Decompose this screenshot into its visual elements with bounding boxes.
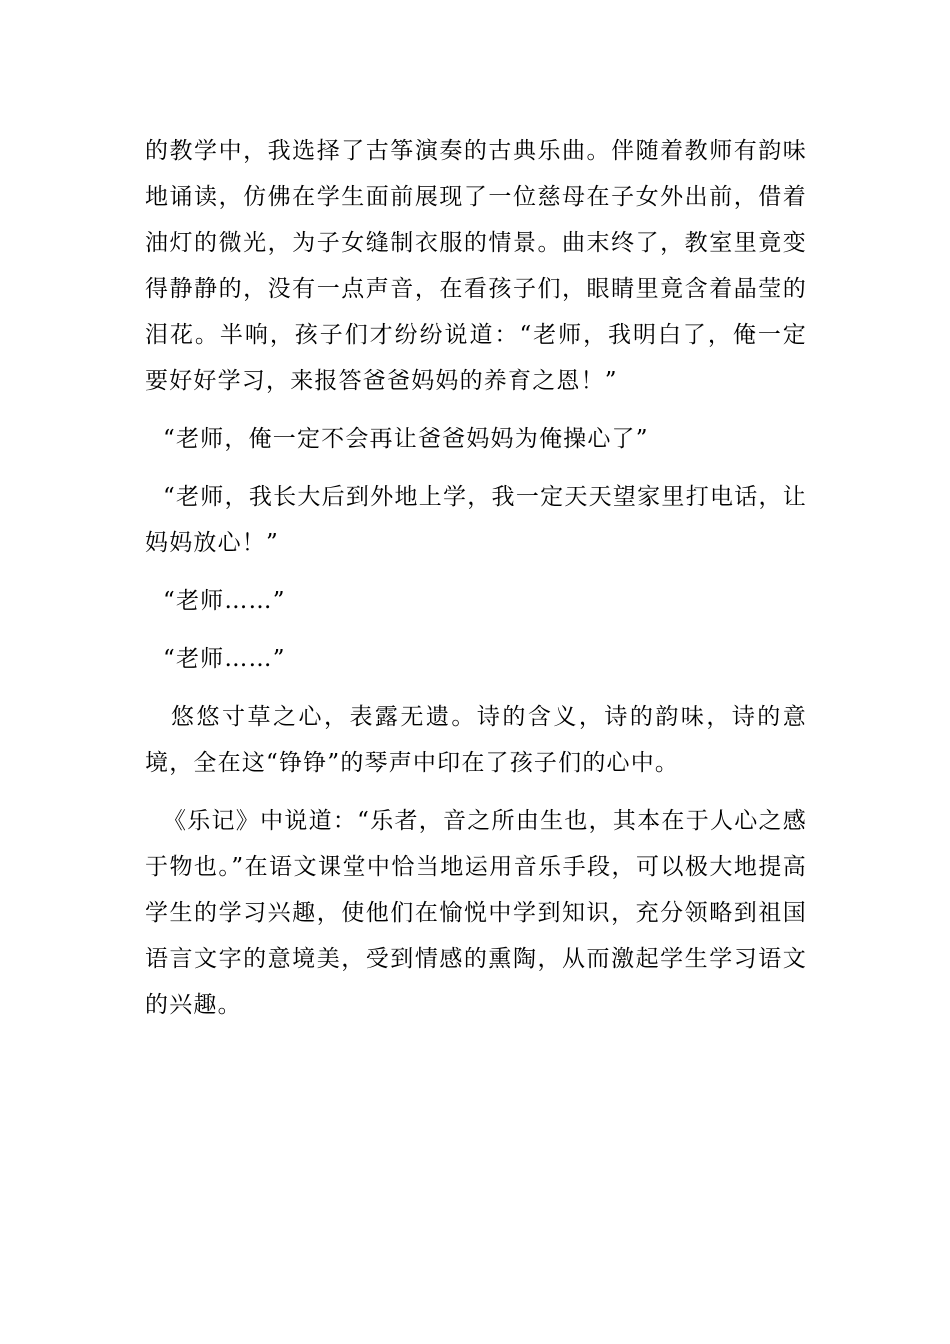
paragraph-6: 悠悠寸草之心，表露无遗。诗的含义，诗的韵味，诗的意境，全在这“铮铮”的琴声中印在了孩子们的心中。 xyxy=(145,704,807,776)
paragraph-1: 的教学中，我选择了古筝演奏的古典乐曲。伴随着教师有韵味地诵读，仿佛在学生面前展现了一位慈母在子女外出前，借着油灯的微光，为子女缝制衣服的情景。曲末终了，教室里竟变得静静的，没有一点声音，在看孩子们，眼睛里竟含着晶莹的泪花。半响，孩子们才纷纷说道：“老师，我明白了，俺一定要好好学习，来报答爸爸妈妈的养育之恩！” xyxy=(145,138,807,394)
paragraph-3: “老师，我长大后到外地上学，我一定天天望家里打电话，让妈妈放心！” xyxy=(145,484,807,556)
document-body xyxy=(145,128,807,1028)
paragraph-4: “老师……” xyxy=(163,588,286,614)
paragraph-2: “老师，俺一定不会再让爸爸妈妈为俺操心了” xyxy=(163,426,649,452)
paragraph-5: “老师……” xyxy=(163,646,286,672)
paragraph-7: 《乐记》中说道：“乐者，音之所由生也，其本在于人心之感于物也。”在语文课堂中恰当地运用音乐手段，可以极大地提高学生的学习兴趣，使他们在愉悦中学到知识，充分领略到祖国语言文字的意境美，受到情感的熏陶，从而激起学生学习语文的兴趣。 xyxy=(145,808,807,1018)
